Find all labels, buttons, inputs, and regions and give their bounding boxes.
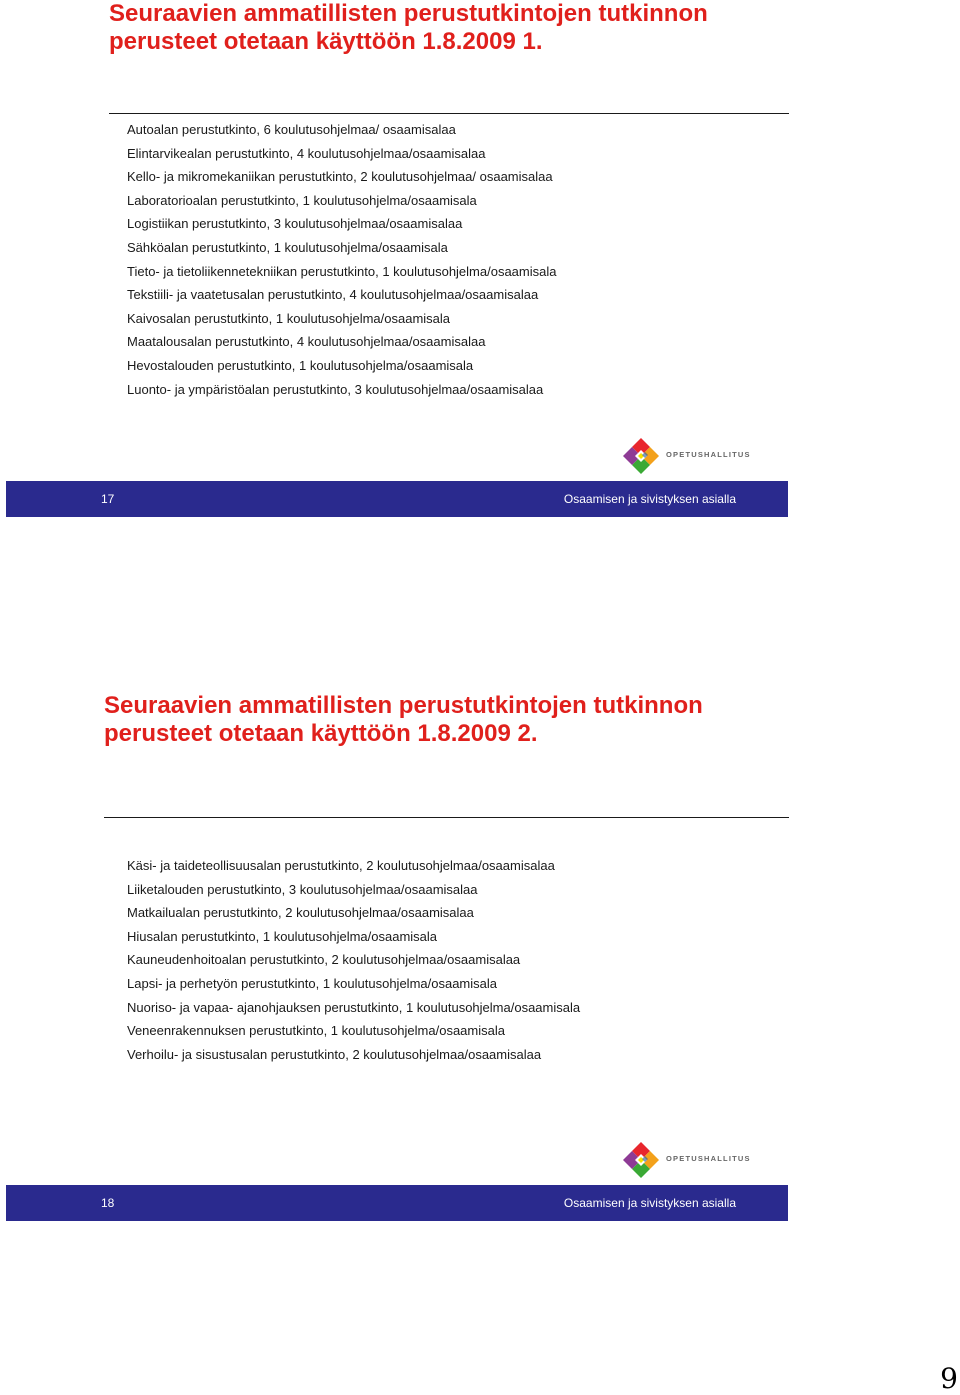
list-item: Tieto- ja tietoliikennetekniikan perustutkinto, 1 koulutusohjelma/osaamisala: [127, 263, 557, 279]
list-item: Laboratorioalan perustutkinto, 1 koulutusohjelma/osaamisala: [127, 192, 477, 208]
footer-tagline: Osaamisen ja sivistyksen asialla: [563, 1196, 736, 1210]
slide-title: Seuraavien ammatillisten perustutkintojen tutkinnon perusteet otetaan käyttöön 1.8.2009 1.: [109, 0, 708, 55]
slide-number: 17: [101, 492, 115, 506]
logo-mark-icon: [621, 1140, 661, 1180]
title-divider: [109, 113, 789, 114]
footer-tagline: Osaamisen ja sivistyksen asialla: [563, 492, 736, 506]
list-item: Maatalousalan perustutkinto, 4 koulutusohjelmaa/osaamisalaa: [127, 334, 486, 350]
list-item: Veneenrakennuksen perustutkinto, 1 koulutusohjelma/osaamisala: [127, 1023, 505, 1039]
opetushallitus-logo: OPETUSHALLITUS: [621, 1140, 746, 1180]
list-item: Käsi- ja taideteollisuusalan perustutkinto, 2 koulutusohjelmaa/osaamisalaa: [127, 858, 555, 873]
list-item: Nuoriso- ja vapaa- ajanohjauksen perustutkinto, 1 koulutusohjelma/osaamisala: [127, 999, 581, 1015]
opetushallitus-logo: OPETUSHALLITUS: [621, 436, 746, 476]
list-item: Logistiikan perustutkinto, 3 koulutusohjelmaa/osaamisalaa: [127, 216, 463, 232]
list-item: Verhoilu- ja sisustusalan perustutkinto, 2 koulutusohjelmaa/osaamisalaa: [127, 1046, 542, 1062]
logo-mark-icon: [621, 436, 661, 476]
page-number: 9: [940, 1362, 958, 1395]
list-item: Elintarvikealan perustutkinto, 4 koulutusohjelmaa/osaamisalaa: [127, 145, 486, 161]
list-item: Luonto- ja ympäristöalan perustutkinto, 3 koulutusohjelmaa/osaamisalaa: [127, 381, 544, 397]
footer-bar: [6, 1185, 788, 1221]
slide-18: [0, 690, 960, 1225]
list-item: Kello- ja mikromekaniikan perustutkinto, 2 koulutusohjelmaa/ osaamisalaa: [127, 169, 553, 185]
list-item: Matkailualan perustutkinto, 2 koulutusohjelmaa/osaamisalaa: [127, 905, 474, 921]
list-item: Tekstiili- ja vaatetusalan perustutkinto, 4 koulutusohjelmaa/osaamisalaa: [127, 287, 539, 303]
slide-number: 18: [101, 1196, 115, 1210]
list-item: Lapsi- ja perhetyön perustutkinto, 1 koulutusohjelma/osaamisala: [127, 975, 497, 991]
list-item: Liiketalouden perustutkinto, 3 koulutusohjelmaa/osaamisalaa: [127, 881, 478, 897]
list-item: Hevostalouden perustutkinto, 1 koulutusohjelma/osaamisala: [127, 357, 474, 373]
list-item: Sähköalan perustutkinto, 1 koulutusohjelma/osaamisala: [127, 239, 448, 255]
slide-17: [0, 0, 960, 520]
title-divider: [104, 817, 789, 818]
list-item: Kaivosalan perustutkinto, 1 koulutusohjelma/osaamisala: [127, 310, 451, 326]
footer-bar: [6, 481, 788, 517]
degree-list: [127, 118, 556, 401]
slide-title: Seuraavien ammatillisten perustutkintojen tutkinnon perusteet otetaan käyttöön 1.8.2009 2.: [104, 692, 703, 747]
degree-list: [127, 854, 580, 1066]
list-item: Autoalan perustutkinto, 6 koulutusohjelmaa/ osaamisalaa: [127, 122, 456, 137]
list-item: Hiusalan perustutkinto, 1 koulutusohjelma/osaamisala: [127, 928, 438, 944]
list-item: Kauneudenhoitoalan perustutkinto, 2 koulutusohjelmaa/osaamisalaa: [127, 952, 521, 968]
